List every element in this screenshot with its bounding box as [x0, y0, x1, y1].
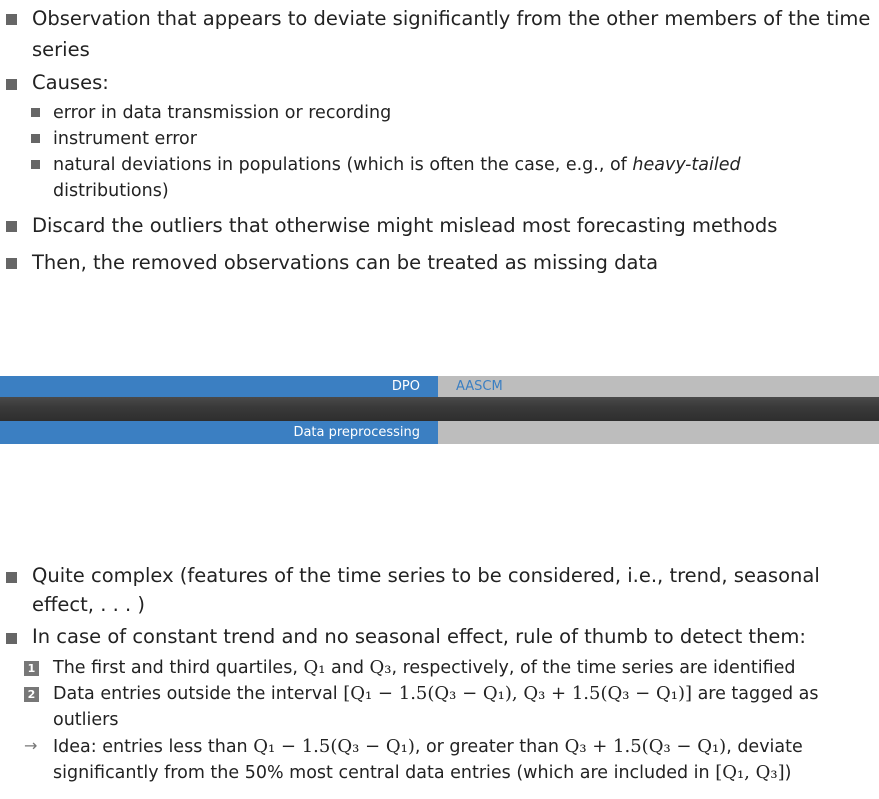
footer-blue-segment: [0, 421, 438, 444]
bullet-text: In case of constant trend and no seasonal effect, rule of thumb to detect them:: [32, 625, 806, 648]
sub-bullet-text: instrument error: [53, 129, 197, 149]
enum-item-text-cont: outliers: [53, 710, 119, 730]
bullet-square-icon: [6, 14, 17, 25]
sub-bullet-square-icon: [31, 134, 40, 143]
math-q1: Q₁: [303, 657, 326, 678]
footer-blue-segment: [0, 376, 438, 397]
math-interval: [Q₁ − 1.5(Q₃ − Q₁), Q₃ + 1.5(Q₃ − Q₁)]: [343, 683, 692, 704]
bullet-text-cont: effect, . . . ): [32, 593, 145, 616]
bullet-text-cont: series: [32, 38, 90, 61]
footer-top-bar: [0, 376, 879, 397]
enum-number-badge: 2: [24, 687, 39, 702]
math-q3: Q₃: [369, 657, 392, 678]
bullet-text: Quite complex (features of the time series to be considered, i.e., trend, seasonal: [32, 564, 820, 587]
sub-bullet-square-icon: [31, 160, 40, 169]
bullet-square-icon: [6, 221, 17, 232]
idea-text: Idea: entries less than Q₁ − 1.5(Q₃ − Q₁), or greater than Q₃ + 1.5(Q₃ − Q₁), deviate: [53, 736, 803, 757]
arrow-right-icon: →: [24, 736, 38, 755]
sub-bullet-square-icon: [31, 108, 40, 117]
bullet-square-icon: [6, 633, 17, 644]
bullet-text: Then, the removed observations can be treated as missing data: [32, 251, 659, 274]
math-lower-fence: Q₁ − 1.5(Q₃ − Q₁): [253, 736, 415, 757]
footer-bottom-bar: [0, 421, 879, 444]
bullet-text: Discard the outliers that otherwise might mislead most forecasting methods: [32, 214, 778, 237]
math-central: [Q₁, Q₃]: [715, 762, 785, 783]
sub-bullet-text-cont: distributions): [53, 181, 169, 201]
bullet-text: Observation that appears to deviate significantly from the other members of the time: [32, 7, 871, 30]
bullet-text: Causes:: [32, 71, 109, 94]
bullet-square-icon: [6, 258, 17, 269]
math-upper-fence: Q₃ + 1.5(Q₃ − Q₁): [564, 736, 727, 757]
footer-short-title[interactable]: DPO: [391, 379, 420, 394]
enum-item-text: Data entries outside the interval [Q₁ − 1.5(Q₃ − Q₁), Q₃ + 1.5(Q₃ − Q₁)] are tagged as: [53, 683, 819, 704]
sub-bullet-text: error in data transmission or recording: [53, 103, 392, 123]
footer-section-title[interactable]: Data preprocessing: [293, 425, 420, 440]
enum-number-badge: 1: [24, 661, 39, 676]
emphasis: heavy-tailed: [632, 155, 741, 175]
footer-institute[interactable]: AASCM: [456, 379, 503, 394]
idea-text-cont: significantly from the 50% most central data entries (which are included in [Q₁, Q₃]): [53, 762, 792, 783]
footer-dark-bar: [0, 397, 879, 421]
enum-item-text: The first and third quartiles, Q₁ and Q₃, respectively, of the time series are identified: [53, 657, 796, 678]
sub-bullet-text: natural deviations in populations (which is often the case, e.g., of heavy-tailed: [53, 155, 741, 175]
bullet-square-icon: [6, 572, 17, 583]
bullet-square-icon: [6, 79, 17, 90]
